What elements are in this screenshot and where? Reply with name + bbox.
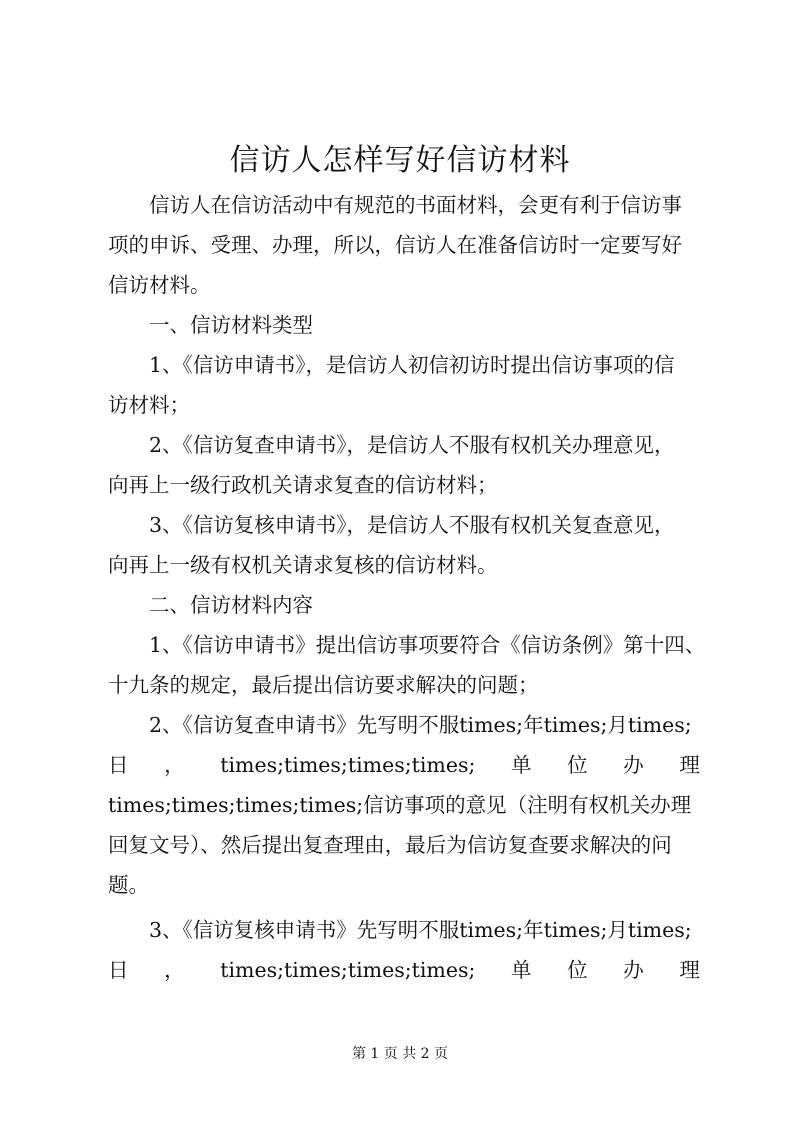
justified-word: 理 <box>679 958 700 982</box>
justified-word: 办 <box>623 958 644 982</box>
paragraph-line: 向再上一级有权机关请求复核的信访材料。 <box>108 553 498 577</box>
paragraph-line: 题。 <box>108 873 149 897</box>
paragraph-line: times;times;times;times;信访事项的意见（注明有权机关办理 <box>108 793 692 817</box>
justified-word: times;times;times;times; <box>220 753 476 777</box>
justified-word: 日 <box>108 753 129 777</box>
justified-word: ， <box>164 958 185 982</box>
section-heading: 一、信访材料类型 <box>108 313 313 337</box>
paragraph-line: 访材料； <box>108 393 190 417</box>
paragraph-line: 项的申诉、受理、办理，所以，信访人在准备信访时一定要写好 <box>108 233 682 257</box>
paragraph-line: 十九条的规定，最后提出信访要求解决的问题； <box>108 673 539 697</box>
paragraph-line: 3、《信访复核申请书》，是信访人不服有权机关复查意见， <box>108 513 675 537</box>
paragraph-line: 3、《信访复核申请书》先写明不服times;年times;月times; <box>108 918 692 942</box>
paragraph-line: 2、《信访复查申请书》先写明不服times;年times;月times; <box>108 713 692 737</box>
paragraph-line: 回复文号）、然后提出复查理由，最后为信访复查要求解决的问 <box>108 833 672 857</box>
section-heading: 二、信访材料内容 <box>108 593 313 617</box>
justified-word: 单 <box>511 958 532 982</box>
justified-word: 日 <box>108 958 129 982</box>
justified-word: 位 <box>567 958 588 982</box>
justified-word: 理 <box>679 753 700 777</box>
justified-word: 办 <box>623 753 644 777</box>
justified-word: 单 <box>511 753 532 777</box>
paragraph-line: 向再上一级行政机关请求复查的信访材料； <box>108 473 498 497</box>
justified-line <box>108 955 700 985</box>
paragraph-line: 1、《信访申请书》提出信访事项要符合《信访条例》第十四、 <box>108 633 706 657</box>
justified-word: 位 <box>567 753 588 777</box>
paragraph-line: 2、《信访复查申请书》，是信访人不服有权机关办理意见， <box>108 433 675 457</box>
paragraph-line: 信访人在信访活动中有规范的书面材料，会更有利于信访事 <box>108 193 682 217</box>
paragraph-line: 信访材料。 <box>108 273 211 297</box>
page-title: 信访人怎样写好信访材料 <box>229 143 571 178</box>
justified-word: times;times;times;times; <box>220 958 476 982</box>
justified-word: ， <box>164 753 185 777</box>
paragraph-line: 1、《信访申请书》，是信访人初信初访时提出信访事项的信 <box>108 353 675 377</box>
justified-line <box>108 750 700 780</box>
page-footer: 第 1 页 共 2 页 <box>351 1046 449 1062</box>
